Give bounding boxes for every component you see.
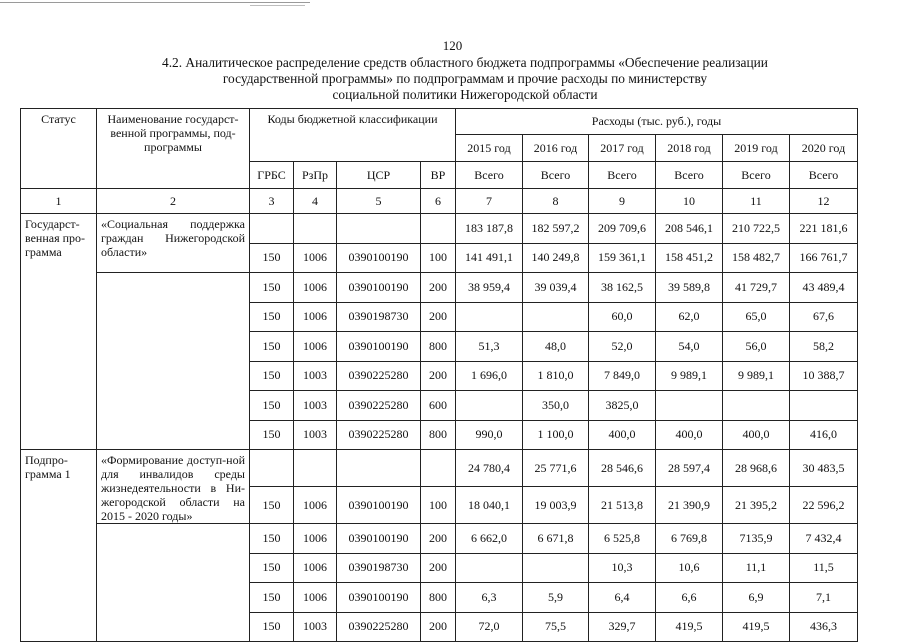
header-expenses: Расходы (тыс. руб.), годы [456,109,858,135]
amount-cell: 65,0 [723,302,790,332]
title-line: социальной политики Нижегородской области [332,87,598,102]
code-cell: 800 [421,420,456,450]
amount-cell: 210 722,5 [723,214,790,244]
program-name-cell: «Социальная поддержка граждан Нижегородской области» [97,214,250,273]
title-line: государственной программы» по подпрограммам и прочие расходы по министерству [222,71,708,86]
header-name: Наименование государст-венной программы, под-программы [97,109,250,189]
amount-cell: 21 390,9 [656,487,723,524]
header-total: Всего [790,162,858,189]
amount-cell: 166 761,7 [790,243,858,273]
amount-cell: 52,0 [589,332,656,362]
table-title [70,55,860,103]
amount-cell: 6,4 [589,583,656,613]
amount-cell: 400,0 [656,420,723,450]
amount-cell: 28 546,6 [589,450,656,487]
column-number: 1 [21,189,97,214]
code-cell: 150 [250,487,294,524]
column-number: 11 [723,189,790,214]
amount-cell: 1 810,0 [523,361,589,391]
code-cell: 150 [250,524,294,554]
amount-cell: 141 491,1 [456,243,523,273]
header-year: 2015 год [456,135,523,162]
code-cell [250,214,294,244]
header-status: Статус [21,109,97,189]
table-row [21,524,858,554]
amount-cell: 182 597,2 [523,214,589,244]
code-cell: 800 [421,332,456,362]
amount-cell: 416,0 [790,420,858,450]
code-cell [421,450,456,487]
header-code-col: ВР [421,162,456,189]
amount-cell: 221 181,6 [790,214,858,244]
amount-cell: 6,6 [656,583,723,613]
program-name-continuation [97,273,250,450]
amount-cell: 21 513,8 [589,487,656,524]
budget-table [20,108,858,642]
table-row [21,273,858,303]
code-cell: 0390225280 [337,420,421,450]
header-total: Всего [523,162,589,189]
amount-cell: 7135,9 [723,524,790,554]
column-number: 9 [589,189,656,214]
amount-cell: 400,0 [589,420,656,450]
amount-cell: 9 989,1 [656,361,723,391]
column-number: 4 [294,189,337,214]
amount-cell: 19 003,9 [523,487,589,524]
code-cell [337,450,421,487]
code-cell: 1006 [294,332,337,362]
amount-cell: 5,9 [523,583,589,613]
code-cell: 150 [250,361,294,391]
amount-cell [790,391,858,421]
amount-cell: 28 968,6 [723,450,790,487]
code-cell [294,450,337,487]
amount-cell: 58,2 [790,332,858,362]
amount-cell: 158 482,7 [723,243,790,273]
code-cell: 0390100190 [337,487,421,524]
amount-cell: 329,7 [589,612,656,642]
amount-cell: 11,5 [790,553,858,583]
program-name-continuation [97,524,250,642]
code-cell: 200 [421,361,456,391]
amount-cell: 159 361,1 [589,243,656,273]
amount-cell: 56,0 [723,332,790,362]
amount-cell: 21 395,2 [723,487,790,524]
column-number: 12 [790,189,858,214]
code-cell: 1003 [294,361,337,391]
column-number: 5 [337,189,421,214]
code-cell: 0390100190 [337,524,421,554]
code-cell: 600 [421,391,456,421]
header-codes: Коды бюджетной классификации [250,109,456,162]
scan-artifact-line [0,2,310,3]
code-cell: 1006 [294,524,337,554]
amount-cell: 24 780,4 [456,450,523,487]
code-cell: 1003 [294,420,337,450]
amount-cell: 1 100,0 [523,420,589,450]
amount-cell: 43 489,4 [790,273,858,303]
amount-cell: 39 589,8 [656,273,723,303]
amount-cell: 6,3 [456,583,523,613]
amount-cell: 208 546,1 [656,214,723,244]
amount-cell: 400,0 [723,420,790,450]
code-cell [337,214,421,244]
amount-cell: 350,0 [523,391,589,421]
amount-cell: 1 696,0 [456,361,523,391]
amount-cell: 25 771,6 [523,450,589,487]
program-name-cell: «Формирование доступ-ной для инвалидов среды жизнедеятельности в Ни-жегородской области на 2015 - 2020 годы» [97,450,250,524]
amount-cell: 54,0 [656,332,723,362]
code-cell: 1003 [294,391,337,421]
code-cell [421,214,456,244]
column-number: 8 [523,189,589,214]
amount-cell: 28 597,4 [656,450,723,487]
header-total: Всего [589,162,656,189]
header-year: 2019 год [723,135,790,162]
code-cell: 200 [421,273,456,303]
code-cell [294,214,337,244]
amount-cell: 10,3 [589,553,656,583]
column-number: 6 [421,189,456,214]
code-cell: 0390100190 [337,332,421,362]
code-cell: 0390100190 [337,243,421,273]
code-cell: 100 [421,243,456,273]
column-number: 2 [97,189,250,214]
amount-cell: 140 249,8 [523,243,589,273]
code-cell: 0390198730 [337,553,421,583]
amount-cell: 6,9 [723,583,790,613]
header-code-col: РзПр [294,162,337,189]
status-cell: Государст-венная про-грамма [21,214,97,450]
header-year: 2017 год [589,135,656,162]
page-number: 120 [442,38,463,53]
amount-cell [456,391,523,421]
column-number: 3 [250,189,294,214]
amount-cell: 6 671,8 [523,524,589,554]
amount-cell: 38 959,4 [456,273,523,303]
amount-cell: 62,0 [656,302,723,332]
amount-cell: 7 849,0 [589,361,656,391]
code-cell: 1006 [294,553,337,583]
amount-cell: 67,6 [790,302,858,332]
code-cell: 1006 [294,583,337,613]
header-year: 2020 год [790,135,858,162]
title-line: 4.2. Аналитическое распределение средств областного бюджета подпрограммы «Обеспечение реализации [162,55,768,70]
amount-cell: 41 729,7 [723,273,790,303]
header-total: Всего [656,162,723,189]
amount-cell: 419,5 [723,612,790,642]
amount-cell: 6 769,8 [656,524,723,554]
amount-cell: 11,1 [723,553,790,583]
amount-cell: 158 451,2 [656,243,723,273]
amount-cell [456,302,523,332]
header-code-col: ЦСР [337,162,421,189]
code-cell: 0390225280 [337,612,421,642]
amount-cell [723,391,790,421]
code-cell: 1003 [294,612,337,642]
amount-cell: 419,5 [656,612,723,642]
amount-cell: 75,5 [523,612,589,642]
amount-cell [523,302,589,332]
code-cell: 150 [250,332,294,362]
amount-cell: 10,6 [656,553,723,583]
code-cell: 150 [250,420,294,450]
header-code-col: ГРБС [250,162,294,189]
amount-cell: 3825,0 [589,391,656,421]
header-year: 2018 год [656,135,723,162]
amount-cell [656,391,723,421]
code-cell: 1006 [294,273,337,303]
code-cell: 150 [250,273,294,303]
amount-cell: 48,0 [523,332,589,362]
code-cell: 150 [250,583,294,613]
amount-cell: 39 039,4 [523,273,589,303]
code-cell: 150 [250,302,294,332]
code-cell [250,450,294,487]
amount-cell: 38 162,5 [589,273,656,303]
amount-cell: 7,1 [790,583,858,613]
scan-artifact-line [250,5,305,6]
status-cell: Подпро-грамма 1 [21,450,97,642]
amount-cell: 7 432,4 [790,524,858,554]
code-cell: 0390225280 [337,391,421,421]
amount-cell: 72,0 [456,612,523,642]
code-cell: 200 [421,524,456,554]
code-cell: 1006 [294,243,337,273]
code-cell: 1006 [294,487,337,524]
code-cell: 150 [250,612,294,642]
amount-cell: 18 040,1 [456,487,523,524]
code-cell: 100 [421,487,456,524]
amount-cell: 22 596,2 [790,487,858,524]
header-total: Всего [456,162,523,189]
header-year: 2016 год [523,135,589,162]
amount-cell: 6 525,8 [589,524,656,554]
column-number: 7 [456,189,523,214]
table-row [21,450,858,487]
amount-cell: 60,0 [589,302,656,332]
header-total: Всего [723,162,790,189]
amount-cell: 436,3 [790,612,858,642]
code-cell: 200 [421,302,456,332]
amount-cell: 30 483,5 [790,450,858,487]
amount-cell: 990,0 [456,420,523,450]
amount-cell: 6 662,0 [456,524,523,554]
amount-cell: 183 187,8 [456,214,523,244]
amount-cell [456,553,523,583]
amount-cell: 10 388,7 [790,361,858,391]
code-cell: 200 [421,553,456,583]
code-cell: 150 [250,553,294,583]
code-cell: 150 [250,243,294,273]
code-cell: 200 [421,612,456,642]
column-number: 10 [656,189,723,214]
code-cell: 0390198730 [337,302,421,332]
code-cell: 0390100190 [337,273,421,303]
code-cell: 1006 [294,302,337,332]
amount-cell: 9 989,1 [723,361,790,391]
code-cell: 800 [421,583,456,613]
amount-cell [523,553,589,583]
code-cell: 150 [250,391,294,421]
code-cell: 0390100190 [337,583,421,613]
amount-cell: 209 709,6 [589,214,656,244]
amount-cell: 51,3 [456,332,523,362]
table-row [21,214,858,244]
code-cell: 0390225280 [337,361,421,391]
